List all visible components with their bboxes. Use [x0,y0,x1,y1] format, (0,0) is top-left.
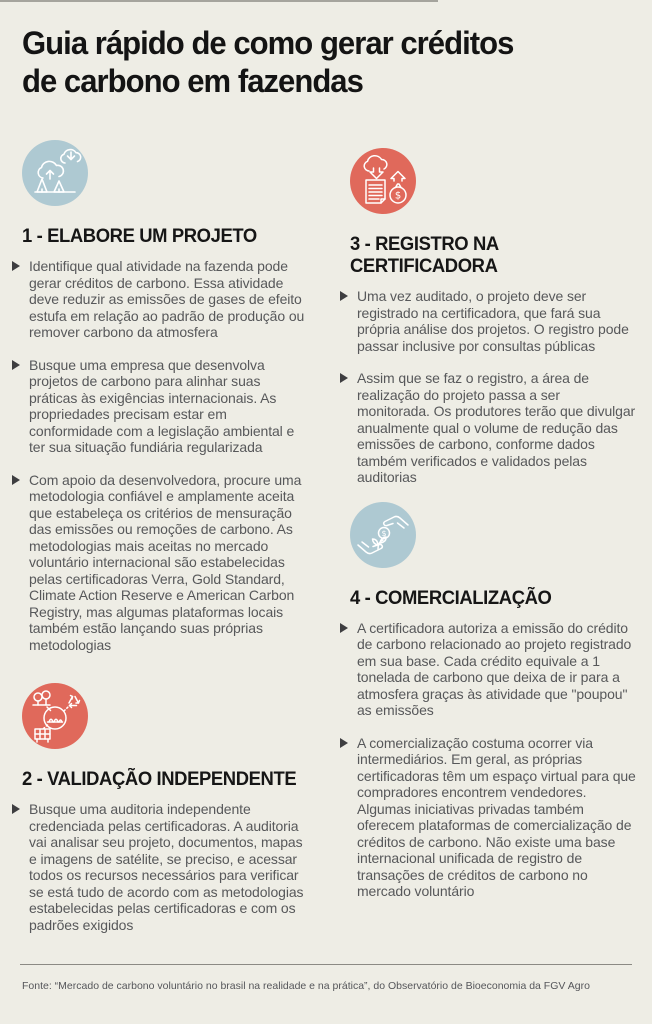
bullet-item: A comercialização costuma ocorrer via intermediários. Em geral, as próprias certificadoras têm um espaço virtual para que compradores encontrem vendedores. Algumas iniciativas privadas também oferecem plataformas de comercialização de créditos de carbono. Não existe uma base internacional unificada de registro de transações de créditos de carbono no mercado voluntário [340,735,636,900]
section-2-bullets [12,801,308,933]
svg-text:$: $ [381,528,387,538]
top-divider [0,0,438,2]
cloud-document-money-icon [350,148,416,214]
section-1-heading: 1 - ELABORE UM PROJETO [22,226,257,247]
bullet-arrow-icon [12,804,20,814]
bullet-item: Assim que se faz o registro, a área de realização do projeto passa a ser monitorada. Os produtores terão que divulgar anualmente qual o volume de redução das emissões de carbono, conforme dados também verificados e validados pelas auditorias [340,370,636,486]
footer-divider [20,964,632,965]
section-4-bullets [340,620,636,900]
bullet-item: A certificadora autoriza a emissão do crédito de carbono relacionado ao projeto registrado em sua base. Cada crédito equivale a 1 tonelada de carbono que deixa de ir para a atmosfera graças às atividade que "poupou" as emissões [340,620,636,719]
bullet-arrow-icon [340,738,348,748]
bullet-arrow-icon [12,261,20,271]
right-column [340,148,650,916]
bullet-item: Busque uma auditoria independente credenciada pelas certificadoras. A auditoria vai analisar seu projeto, documentos, mapas e imagens de satélite, se preciso, e acessar todos os recursos necessários para verificar se está tudo de acordo com as metodologias estabelecidas pelas certificadoras e com os padrões exigidos [12,801,308,933]
bullet-arrow-icon [12,360,20,370]
clouds-and-trees-icon [22,140,88,206]
section-2-heading: 2 - VALIDAÇÃO INDEPENDENTE [22,769,297,790]
bullet-arrow-icon [340,373,348,383]
bullet-item: Busque uma empresa que desenvolva projetos de carbono para alinhar suas práticas às exigências internacionais. As propriedades precisam estar em conformidade com a legislação ambiental e ter sua situação fundiária regularizada [12,357,308,456]
farm-audit-resources-icon [22,683,88,749]
bullet-item: Com apoio da desenvolvedora, procure uma metodologia confiável e amplamente aceita que estabeleça os critérios de mensuração das emissões ou remoções de carbono. As metodologias mais aceitas no mercado voluntário internacional são estabelecidas pelas certificadoras Verra, Gold Standard, Climate Action Reserve e American Carbon Registry, mas algumas plataformas locais também estão lançando suas próprias metodologias [12,472,308,654]
source-note: Fonte: “Mercado de carbono voluntário no brasil na realidade e na prática”, do Observatório de Bioeconomia da FGV Agro [22,980,590,992]
bullet-arrow-icon [340,291,348,301]
bullet-arrow-icon [12,475,20,485]
bullet-arrow-icon [340,623,348,633]
page-title-line2: de carbono em fazendas [22,63,363,99]
svg-text:$: $ [394,190,402,202]
section-4-heading: 4 - COMERCIALIZAÇÃO [350,587,552,609]
section-1-bullets [12,258,308,653]
bullet-item: Uma vez auditado, o projeto deve ser registrado na certificadora, que fará sua própria análise dos projetos. O registro pode passar inclusive por consultas públicas [340,288,636,354]
section-3-bullets [340,288,636,486]
left-column [12,140,322,949]
page-title-line1: Guia rápido de como gerar créditos [22,25,514,61]
bullet-item: Identifique qual atividade na fazenda pode gerar créditos de carbono. Essa atividade deve reduzir as emissões de gases de efeito estufa em relação ao padrão de produção ou remover carbono da atmosfera [12,258,308,341]
hands-coin-plant-icon [350,502,416,568]
section-3-heading: 3 - REGISTRO NA CERTIFICADORA [350,234,499,277]
page-title [22,24,513,100]
